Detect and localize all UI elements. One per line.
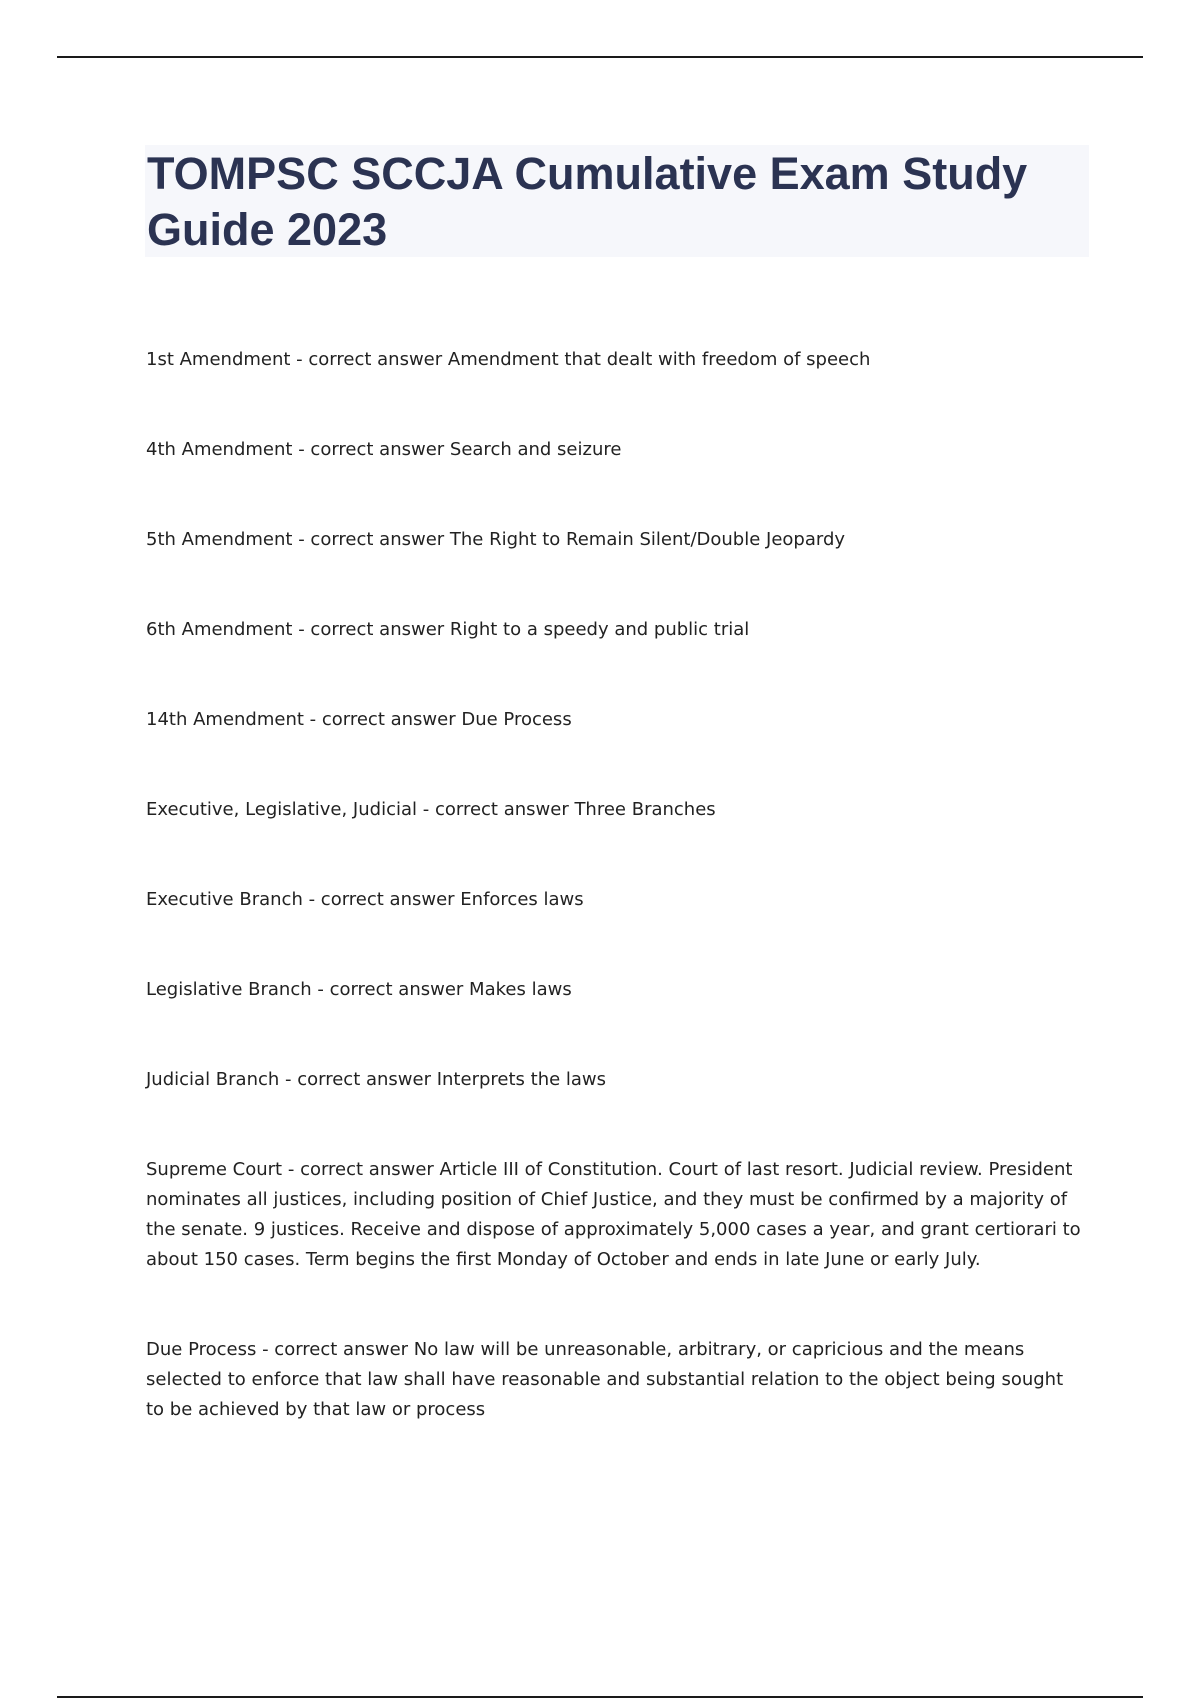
qa-separator: - correct answer	[290, 349, 448, 370]
qa-item	[146, 345, 1086, 375]
title-banner	[145, 145, 1089, 257]
qa-answer: Three Branches	[574, 799, 716, 820]
qa-term: 14th Amendment	[146, 709, 304, 730]
qa-term: 1st Amendment	[146, 349, 291, 370]
qa-term: 4th Amendment	[146, 439, 293, 460]
qa-separator: - correct answer	[282, 1159, 440, 1180]
qa-answer: Article III of Constitution. Court of last resort. Judicial review. President nominates all justices, including position of Chief Justice, and they must be confirmed by a majority of the senate. 9 justices. Receive and dispose of approximately 5,000 cases a year, and grant certiorari to about 150 cases. Term begins the first Monday of October and ends in late June or early July.	[146, 1159, 1081, 1270]
qa-separator: - correct answer	[279, 1069, 437, 1090]
qa-answer: Right to a speedy and public trial	[449, 619, 750, 640]
qa-item	[146, 975, 1086, 1005]
qa-term: Judicial Branch	[146, 1069, 280, 1090]
qa-term: Executive Branch	[146, 889, 303, 910]
qa-term: Legislative Branch	[146, 979, 312, 1000]
qa-separator: - correct answer	[292, 529, 450, 550]
qa-item	[146, 525, 1086, 555]
qa-item	[146, 435, 1086, 465]
qa-term: 5th Amendment	[146, 529, 293, 550]
qa-answer: Search and seizure	[449, 439, 622, 460]
qa-item	[146, 705, 1086, 735]
bottom-rule	[57, 1696, 1143, 1698]
qa-separator: - correct answer	[303, 709, 462, 730]
qa-separator: - correct answer	[292, 439, 450, 460]
qa-item	[146, 1335, 1086, 1425]
qa-item	[146, 885, 1086, 915]
qa-list	[146, 345, 1086, 1425]
qa-item	[146, 1155, 1086, 1275]
qa-separator: - correct answer	[302, 889, 461, 910]
qa-term: Due Process	[146, 1339, 257, 1360]
page-title: TOMPSC SCCJA Cumulative Exam Study Guide 2023	[147, 148, 1028, 255]
qa-separator: - correct answer	[256, 1339, 414, 1360]
qa-answer: No law will be unreasonable, arbitrary, or capricious and the means selected to enforce that law shall have reasonable and substantial relation to the object being sought to be achieved by that law or process	[146, 1339, 1064, 1420]
qa-answer: Enforces laws	[460, 889, 584, 910]
qa-answer: Amendment that dealt with freedom of speech	[447, 349, 871, 370]
qa-item	[146, 795, 1086, 825]
qa-answer: Due Process	[461, 709, 572, 730]
qa-term: Supreme Court	[146, 1159, 283, 1180]
qa-answer: Interprets the laws	[436, 1069, 607, 1090]
qa-separator: - correct answer	[417, 799, 575, 820]
top-rule	[57, 56, 1143, 58]
qa-answer: Makes laws	[469, 979, 572, 1000]
qa-term: 6th Amendment	[146, 619, 293, 640]
qa-item	[146, 615, 1086, 645]
qa-term: Executive, Legislative, Judicial	[146, 799, 418, 820]
qa-answer: The Right to Remain Silent/Double Jeopardy	[449, 529, 846, 550]
qa-item	[146, 1065, 1086, 1095]
qa-separator: - correct answer	[311, 979, 470, 1000]
qa-separator: - correct answer	[292, 619, 450, 640]
